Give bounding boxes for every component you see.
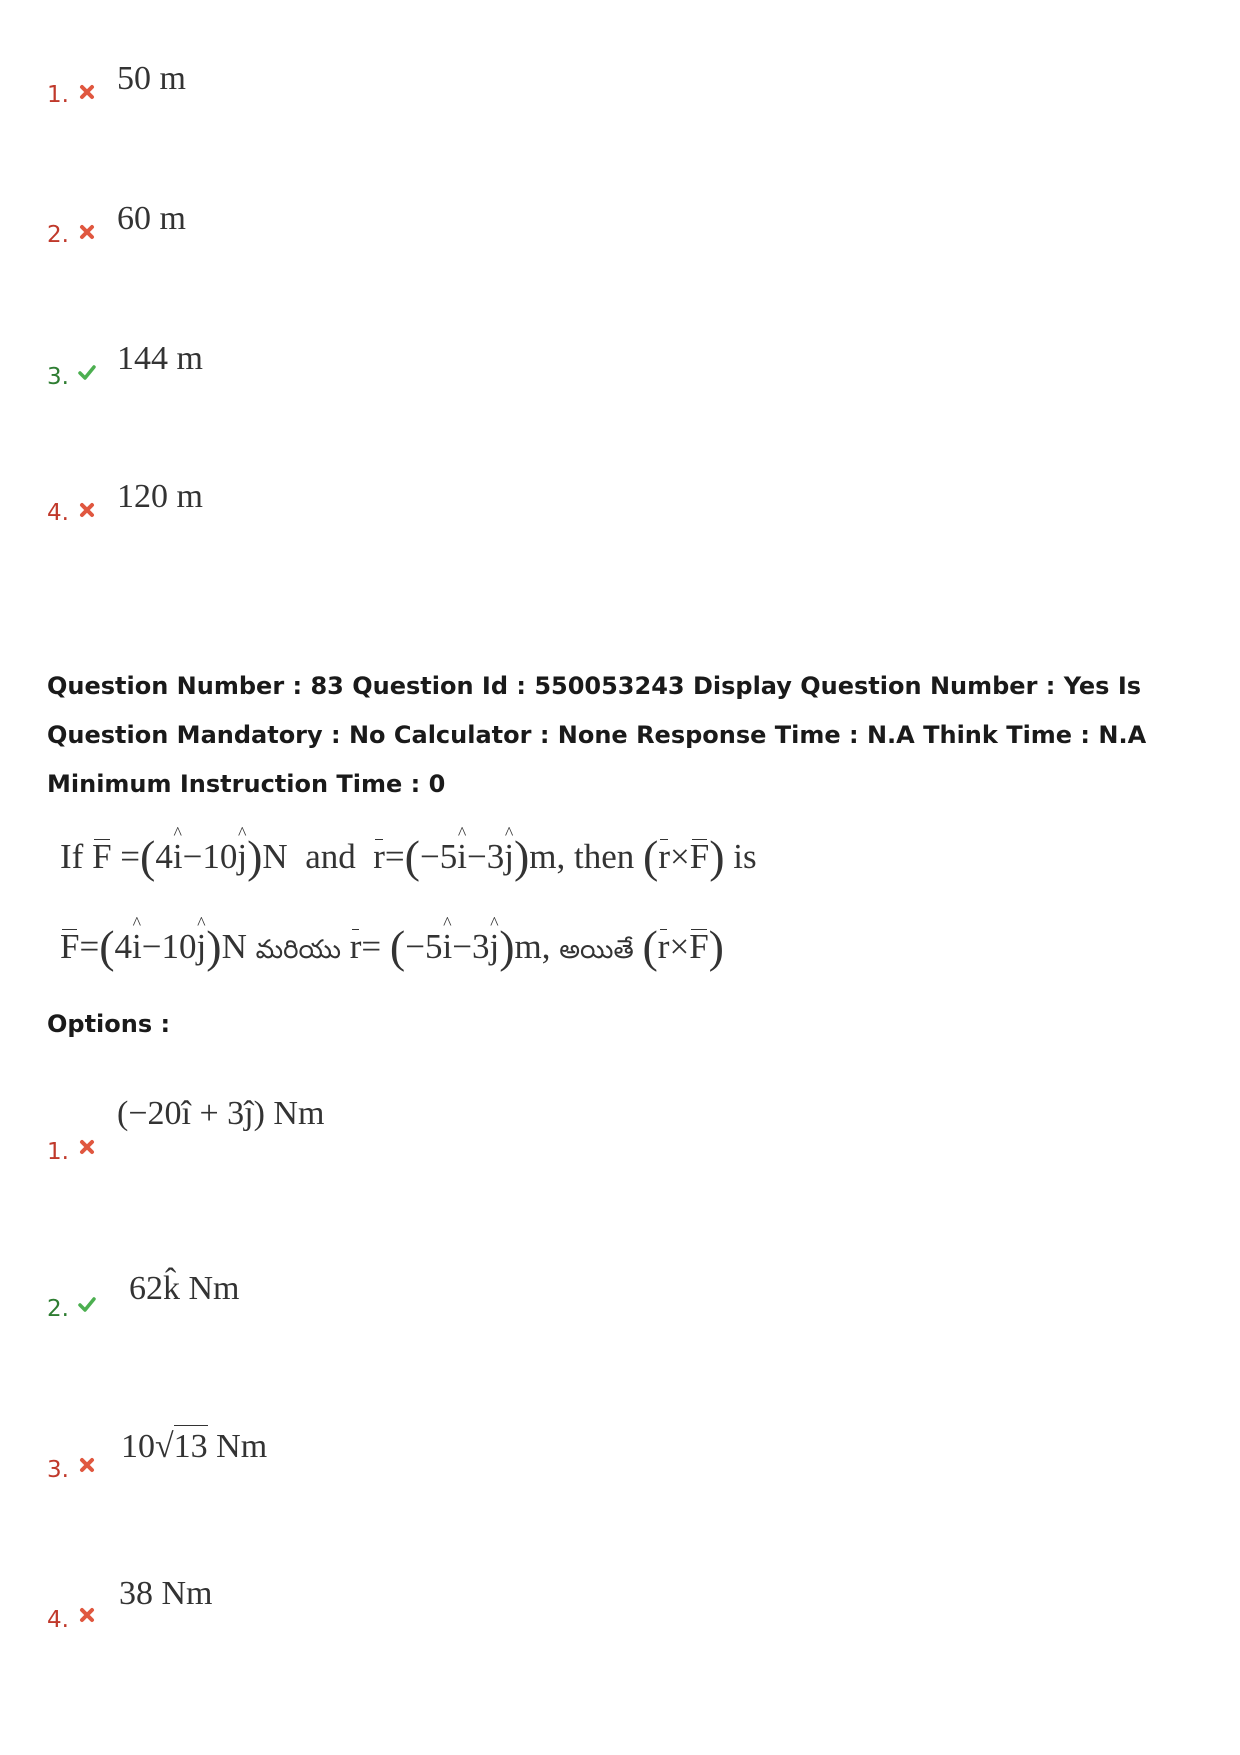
question-text-english: If F =(4^ i−10^ j)N and r=(−5^ i−3^ j)m, then (r×F) is <box>60 830 757 883</box>
option-number: 3. <box>47 364 69 390</box>
force-vector: F <box>92 837 112 876</box>
wrong-icon <box>77 1605 97 1625</box>
check-icon <box>77 362 97 382</box>
option-number: 4. <box>47 1607 69 1633</box>
option-value: 62k̂ Nm <box>129 1270 240 1307</box>
option-value: 38 Nm <box>119 1575 213 1612</box>
wrong-icon <box>77 1455 97 1475</box>
wrong-icon <box>77 1137 97 1157</box>
option-number: 4. <box>47 500 69 526</box>
option-number: 2. <box>47 1296 69 1322</box>
telugu-then: అయితే <box>559 935 634 965</box>
option-number: 2. <box>47 222 69 248</box>
check-icon <box>77 1294 97 1314</box>
option-number: 1. <box>47 82 69 108</box>
option-value: 120 m <box>117 478 203 515</box>
options-label: Options : <box>47 1010 171 1038</box>
wrong-icon <box>77 222 97 242</box>
question-meta: Question Number : 83 Question Id : 550053243 Display Question Number : Yes Is Question Mandatory : No Calculator : None Response Time : N.A Think Time : N.A Minimum Instruction Time : 0 <box>47 672 1147 798</box>
wrong-icon <box>77 500 97 520</box>
option-number: 3. <box>47 1457 69 1483</box>
option-number: 1. <box>47 1139 69 1165</box>
option-value: 60 m <box>117 200 186 237</box>
option-value: 10√13 Nm <box>121 1425 267 1466</box>
sqrt-radicand: 13 <box>174 1425 208 1466</box>
telugu-conjunction: మరియు <box>255 935 341 965</box>
option-value: 50 m <box>117 60 186 97</box>
option-value: 144 m <box>117 340 203 377</box>
wrong-icon <box>77 82 97 102</box>
question-text-telugu: F=(4^ i−10^ j)N మరియు r= (−5^ i−3^ j)m, అయితే (r×F) <box>60 920 724 973</box>
position-vector: r <box>373 837 385 876</box>
option-value: (−20î + 3ĵ) Nm <box>117 1095 325 1132</box>
